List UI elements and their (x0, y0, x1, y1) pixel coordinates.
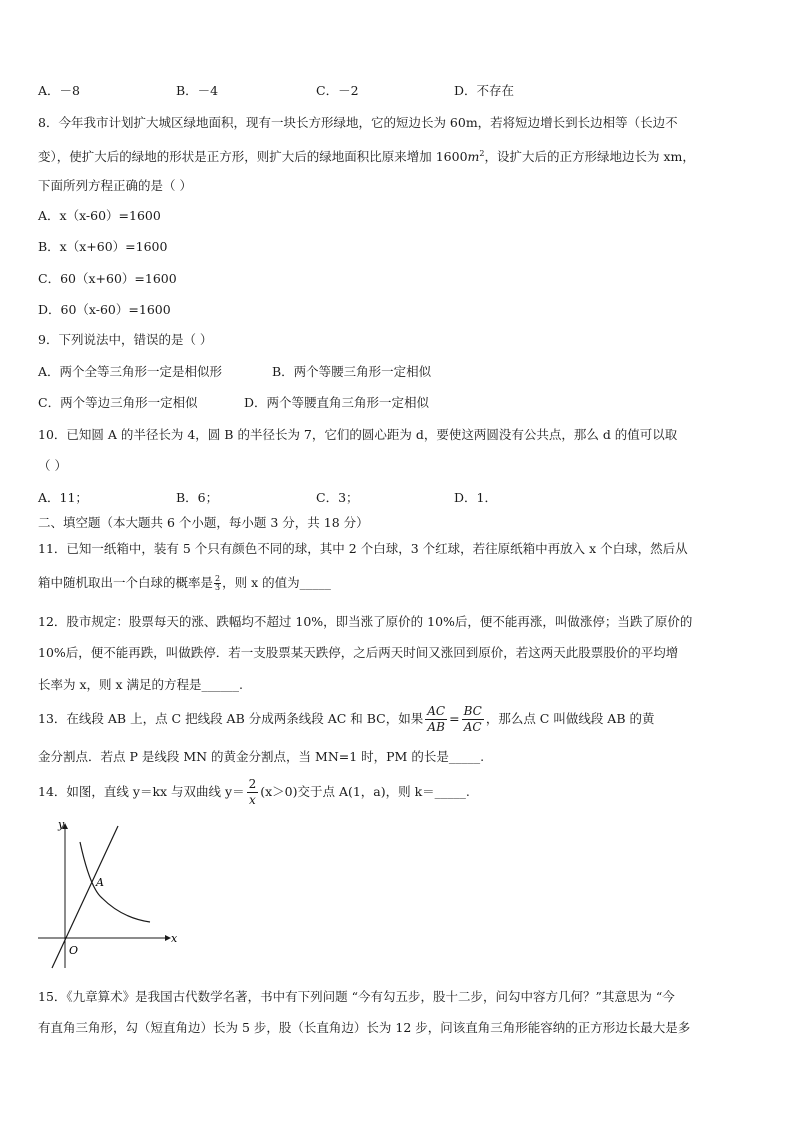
q13-equals: = (449, 711, 460, 726)
q7-option-d: D．不存在 (454, 83, 515, 98)
q12-line-1: 12．股市规定：股票每天的涨、跌幅均不超过 10%，即当涨了原价的 10%后，便不能再涨，叫做涨停；当跌了原价的 (38, 614, 693, 629)
q14-fraction-num: 2 (248, 777, 257, 791)
q13-line-2: 金分割点．若点 P 是线段 MN 的黄金分割点，当 MN=1 时，PM 的长是_____. (38, 749, 485, 764)
q7-option-b: B．－4 (176, 83, 219, 98)
y-axis-label: y (58, 818, 65, 831)
q11-fraction-den: 3 (215, 583, 221, 592)
q13-fraction-1-den: AB (427, 720, 445, 734)
q11-line-1: 11．已知一纸箱中，装有 5 个只有颜色不同的球，其中 2 个白球，3 个红球，若往原纸箱中再放入 x 个白球，然后从 (38, 541, 688, 556)
q13-fraction-1-num: AC (427, 704, 446, 718)
q10-option-b: B．6； (176, 490, 219, 505)
section-2-heading: 二、填空题（本大题共 6 个小题，每小题 3 分，共 18 分） (38, 515, 369, 530)
q13-line-1-text-b: ，那么点 C 叫做线段 AB 的黄 (485, 711, 655, 726)
q13-line-1-text-a: 13．在线段 AB 上，点 C 把线段 AB 分成两条线段 AC 和 BC，如果 (38, 711, 424, 726)
q10-option-c: C．3； (316, 490, 359, 505)
q8-line-2-text-a: 变），使扩大后的绿地的形状是正方形，则扩大后的绿地面积比原来增加 1600 (38, 149, 468, 165)
q9-option-c: C．两个等边三角形一定相似 (38, 395, 198, 410)
q10-option-a: A．11； (38, 490, 88, 505)
q7-option-c: C．－2 (316, 83, 359, 98)
q9-stem: 9．下列说法中，错误的是（ ） (38, 332, 213, 347)
q9-option-b: B．两个等腰三角形一定相似 (272, 364, 432, 379)
q8-option-d: D．60（x-60）=1600 (38, 302, 171, 317)
q8-line-3: 下面所列方程正确的是（ ） (38, 178, 192, 193)
hyperbola-curve (80, 842, 150, 922)
origin-label: O (69, 944, 79, 957)
x-axis-label: x (171, 932, 178, 945)
q13-fraction-2-num: BC (463, 704, 482, 718)
q14-fraction-den: x (249, 793, 256, 807)
point-a-label: A (96, 876, 104, 889)
q8-option-c: C．60（x+60）=1600 (38, 271, 177, 286)
q9-option-d: D．两个等腰直角三角形一定相似 (244, 395, 430, 410)
q13-fraction-ac-ab (425, 704, 447, 735)
q9-option-a: A．两个全等三角形一定是相似形 (38, 364, 223, 379)
q8-option-b: B．x（x+60）=1600 (38, 239, 168, 254)
q8-unit: m (467, 149, 480, 165)
q14-line-1-text-a: 14．如图，直线 y＝kx 与双曲线 y＝ (38, 784, 245, 799)
q13-fraction-2-den: AC (463, 720, 482, 734)
q11-fraction-num: 2 (215, 574, 221, 583)
q8-option-a: A．x（x-60）=1600 (38, 208, 161, 223)
line-y-kx (52, 826, 118, 968)
q10-line-1: 10．已知圆 A 的半径长为 4，圆 B 的半径长为 7，它们的圆心距为 d，要使这两圆没有公共点，那么 d 的值可以取 (38, 427, 678, 442)
q11-line-2-text-a: 箱中随机取出一个白球的概率是 (38, 575, 214, 590)
q15-line-1: 15．《九章算术》是我国古代数学名著，书中有下列问题 “今有勾五步，股十二步，问勾中容方几何？”其意思为 “今 (38, 989, 675, 1004)
q13-line-1 (38, 702, 654, 736)
q15-line-2: 有直角三角形，勾（短直角边）长为 5 步，股（长直角边）长为 12 步，问该直角三角形能容纳的正方形边长最大是多 (38, 1020, 691, 1035)
q13-fraction-bc-ac (462, 704, 484, 735)
q8-line-1: 8．今年我市计划扩大城区绿地面积，现有一块长方形绿地，它的短边长为 60m，若将短边增长到长边相等（长边不 (38, 115, 678, 130)
q7-option-a: A．－8 (38, 83, 80, 98)
q10-line-2: （ ） (38, 458, 67, 473)
q8-line-2-text-b: ，设扩大后的正方形绿地边长为 xm， (484, 149, 695, 165)
q14-line-1-text-b: (x＞0)交于点 A(1，a)，则 k＝_____. (260, 784, 470, 799)
q14-fraction (247, 777, 259, 808)
q12-line-3: 长率为 x，则 x 满足的方程是______. (38, 677, 243, 692)
q12-line-2: 10%后，便不能再跌，叫做跌停．若一支股票某天跌停，之后两天时间又涨回到原价，若这两天此股票股价的平均增 (38, 645, 679, 660)
q11-line-2 (38, 574, 331, 592)
q11-line-2-text-b: ，则 x 的值为_____ (222, 575, 331, 590)
q8-line-2 (38, 145, 695, 166)
q10-option-d: D．1． (454, 490, 497, 505)
q8-unit-exp: 2 (479, 149, 485, 158)
q11-fraction (214, 575, 221, 592)
q14-line-1 (38, 775, 470, 809)
q14-graph (36, 818, 186, 973)
